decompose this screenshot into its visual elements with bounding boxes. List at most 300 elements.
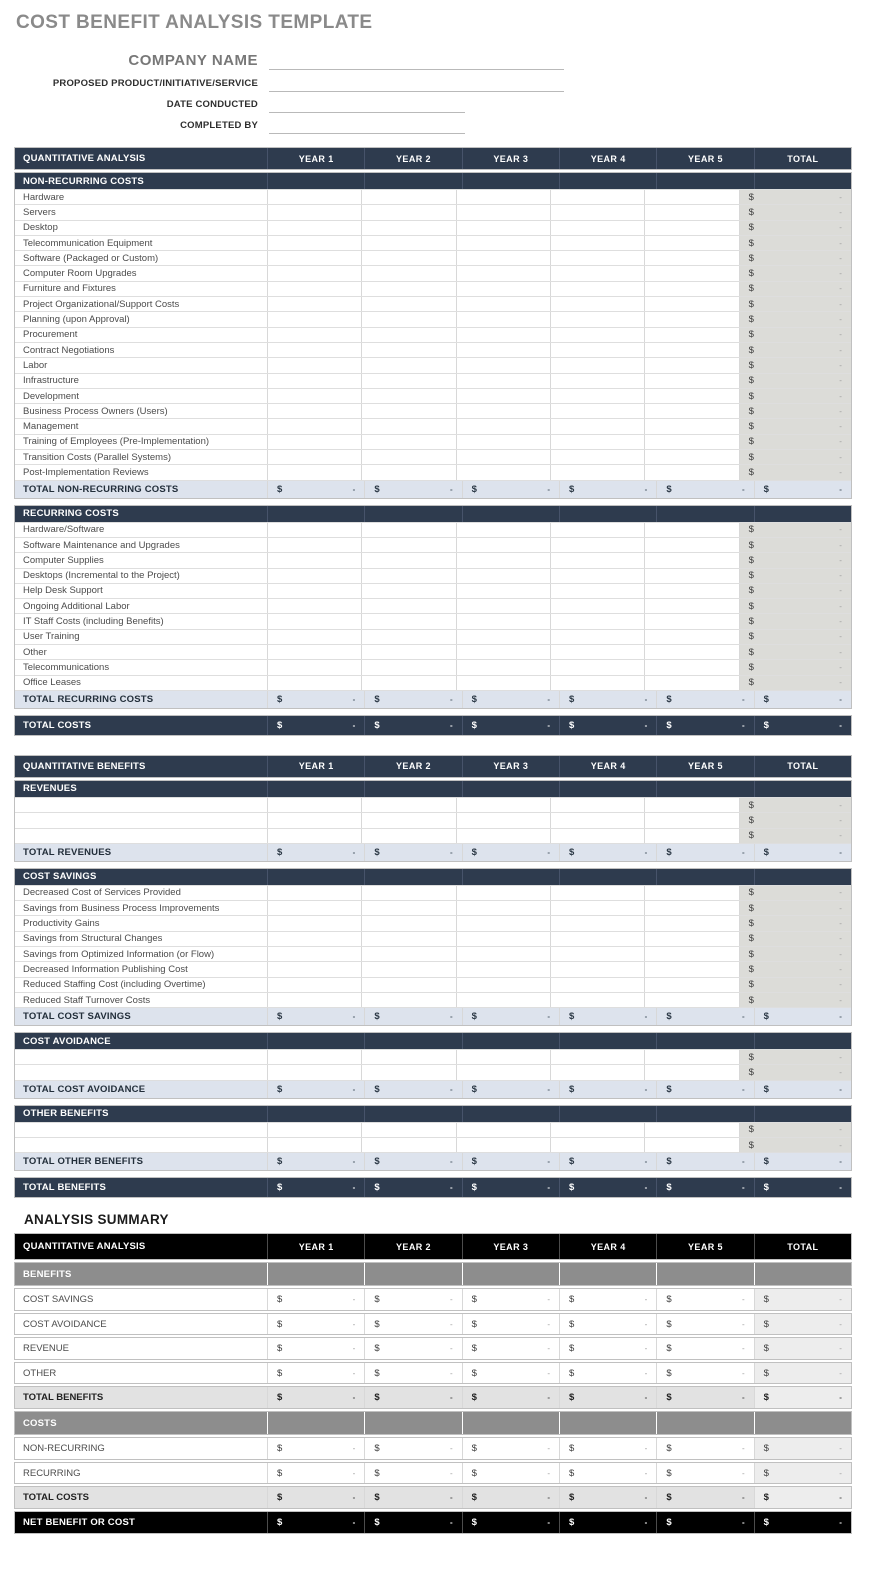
amount-cell[interactable] — [462, 1463, 559, 1484]
year-amount-cell[interactable] — [550, 978, 644, 992]
year-amount-cell[interactable] — [644, 251, 738, 265]
year-amount-cell[interactable] — [267, 538, 361, 552]
total-amount-cell[interactable] — [739, 358, 851, 372]
amount-cell[interactable] — [267, 1289, 364, 1310]
amount-cell[interactable] — [267, 1387, 364, 1408]
year-amount-cell[interactable] — [456, 389, 550, 403]
amount-cell[interactable] — [656, 481, 753, 498]
amount-cell[interactable] — [267, 691, 364, 708]
year-amount-cell[interactable] — [361, 389, 455, 403]
total-amount-cell[interactable] — [739, 450, 851, 464]
amount-cell[interactable] — [267, 716, 364, 735]
amount-cell[interactable] — [559, 1363, 656, 1384]
year-amount-cell[interactable] — [267, 584, 361, 598]
amount-cell[interactable] — [267, 1512, 364, 1533]
total-amount-cell[interactable] — [739, 251, 851, 265]
year-amount-cell[interactable] — [550, 660, 644, 674]
year-amount-cell[interactable] — [267, 886, 361, 900]
year-amount-cell[interactable] — [456, 813, 550, 827]
year-amount-cell[interactable] — [267, 266, 361, 280]
year-amount-cell[interactable] — [267, 660, 361, 674]
total-amount-cell[interactable] — [739, 312, 851, 326]
amount-cell[interactable] — [754, 1153, 851, 1170]
year-amount-cell[interactable] — [644, 538, 738, 552]
amount-cell[interactable] — [656, 1178, 753, 1197]
total-amount-cell[interactable] — [739, 1065, 851, 1079]
amount-cell[interactable] — [364, 844, 461, 861]
total-amount-cell[interactable] — [739, 190, 851, 204]
year-amount-cell[interactable] — [456, 358, 550, 372]
year-amount-cell[interactable] — [361, 374, 455, 388]
year-amount-cell[interactable] — [267, 1065, 361, 1079]
year-amount-cell[interactable] — [456, 297, 550, 311]
amount-cell[interactable] — [754, 1487, 851, 1508]
year-amount-cell[interactable] — [456, 419, 550, 433]
year-amount-cell[interactable] — [267, 1123, 361, 1137]
amount-cell[interactable] — [559, 716, 656, 735]
year-amount-cell[interactable] — [644, 343, 738, 357]
year-amount-cell[interactable] — [644, 1138, 738, 1152]
year-amount-cell[interactable] — [550, 236, 644, 250]
year-amount-cell[interactable] — [267, 962, 361, 976]
year-amount-cell[interactable] — [644, 676, 738, 690]
year-amount-cell[interactable] — [267, 932, 361, 946]
year-amount-cell[interactable] — [361, 660, 455, 674]
year-amount-cell[interactable] — [267, 676, 361, 690]
year-amount-cell[interactable] — [644, 962, 738, 976]
total-amount-cell[interactable] — [739, 419, 851, 433]
year-amount-cell[interactable] — [361, 343, 455, 357]
amount-cell[interactable] — [754, 1438, 851, 1459]
year-amount-cell[interactable] — [644, 916, 738, 930]
year-amount-cell[interactable] — [456, 660, 550, 674]
year-amount-cell[interactable] — [361, 435, 455, 449]
amount-cell[interactable] — [754, 481, 851, 498]
year-amount-cell[interactable] — [456, 1138, 550, 1152]
year-amount-cell[interactable] — [267, 205, 361, 219]
year-amount-cell[interactable] — [361, 584, 455, 598]
year-amount-cell[interactable] — [550, 205, 644, 219]
year-amount-cell[interactable] — [550, 645, 644, 659]
year-amount-cell[interactable] — [550, 993, 644, 1007]
year-amount-cell[interactable] — [267, 829, 361, 843]
year-amount-cell[interactable] — [550, 266, 644, 280]
year-amount-cell[interactable] — [550, 962, 644, 976]
amount-cell[interactable] — [364, 1512, 461, 1533]
amount-cell[interactable] — [754, 1081, 851, 1098]
amount-cell[interactable] — [656, 844, 753, 861]
year-amount-cell[interactable] — [550, 1050, 644, 1064]
year-amount-cell[interactable] — [456, 523, 550, 537]
year-amount-cell[interactable] — [456, 328, 550, 342]
year-amount-cell[interactable] — [456, 266, 550, 280]
year-amount-cell[interactable] — [550, 465, 644, 479]
year-amount-cell[interactable] — [644, 614, 738, 628]
year-amount-cell[interactable] — [267, 1138, 361, 1152]
amount-cell[interactable] — [559, 1178, 656, 1197]
total-amount-cell[interactable] — [739, 374, 851, 388]
year-amount-cell[interactable] — [267, 374, 361, 388]
amount-cell[interactable] — [364, 1338, 461, 1359]
year-amount-cell[interactable] — [550, 251, 644, 265]
year-amount-cell[interactable] — [361, 221, 455, 235]
amount-cell[interactable] — [462, 1438, 559, 1459]
amount-cell[interactable] — [364, 1363, 461, 1384]
amount-cell[interactable] — [754, 691, 851, 708]
item-label-empty[interactable] — [15, 798, 267, 812]
total-amount-cell[interactable] — [739, 297, 851, 311]
year-amount-cell[interactable] — [550, 829, 644, 843]
year-amount-cell[interactable] — [456, 993, 550, 1007]
year-amount-cell[interactable] — [267, 1050, 361, 1064]
year-amount-cell[interactable] — [456, 251, 550, 265]
year-amount-cell[interactable] — [361, 553, 455, 567]
amount-cell[interactable] — [462, 1512, 559, 1533]
amount-cell[interactable] — [754, 1314, 851, 1335]
year-amount-cell[interactable] — [267, 419, 361, 433]
year-amount-cell[interactable] — [456, 932, 550, 946]
year-amount-cell[interactable] — [550, 297, 644, 311]
year-amount-cell[interactable] — [456, 282, 550, 296]
year-amount-cell[interactable] — [644, 450, 738, 464]
total-amount-cell[interactable] — [739, 645, 851, 659]
total-amount-cell[interactable] — [739, 916, 851, 930]
year-amount-cell[interactable] — [644, 328, 738, 342]
proposed-product-input[interactable] — [269, 77, 564, 92]
year-amount-cell[interactable] — [550, 676, 644, 690]
year-amount-cell[interactable] — [361, 1065, 455, 1079]
year-amount-cell[interactable] — [456, 1123, 550, 1137]
year-amount-cell[interactable] — [361, 645, 455, 659]
amount-cell[interactable] — [656, 1463, 753, 1484]
amount-cell[interactable] — [559, 1008, 656, 1025]
amount-cell[interactable] — [462, 1487, 559, 1508]
year-amount-cell[interactable] — [456, 978, 550, 992]
amount-cell[interactable] — [267, 1008, 364, 1025]
amount-cell[interactable] — [656, 1338, 753, 1359]
year-amount-cell[interactable] — [267, 947, 361, 961]
year-amount-cell[interactable] — [644, 236, 738, 250]
year-amount-cell[interactable] — [550, 1123, 644, 1137]
amount-cell[interactable] — [559, 1512, 656, 1533]
amount-cell[interactable] — [462, 1387, 559, 1408]
amount-cell[interactable] — [364, 1487, 461, 1508]
year-amount-cell[interactable] — [456, 343, 550, 357]
amount-cell[interactable] — [462, 1008, 559, 1025]
year-amount-cell[interactable] — [456, 584, 550, 598]
year-amount-cell[interactable] — [267, 450, 361, 464]
year-amount-cell[interactable] — [456, 221, 550, 235]
amount-cell[interactable] — [559, 1487, 656, 1508]
amount-cell[interactable] — [462, 1153, 559, 1170]
amount-cell[interactable] — [559, 844, 656, 861]
year-amount-cell[interactable] — [361, 523, 455, 537]
amount-cell[interactable] — [364, 691, 461, 708]
amount-cell[interactable] — [364, 716, 461, 735]
amount-cell[interactable] — [364, 1314, 461, 1335]
year-amount-cell[interactable] — [361, 886, 455, 900]
year-amount-cell[interactable] — [644, 630, 738, 644]
total-amount-cell[interactable] — [739, 221, 851, 235]
year-amount-cell[interactable] — [644, 1123, 738, 1137]
date-conducted-input[interactable] — [269, 98, 465, 113]
amount-cell[interactable] — [656, 1363, 753, 1384]
year-amount-cell[interactable] — [267, 465, 361, 479]
year-amount-cell[interactable] — [267, 978, 361, 992]
year-amount-cell[interactable] — [644, 569, 738, 583]
total-amount-cell[interactable] — [739, 404, 851, 418]
amount-cell[interactable] — [754, 1338, 851, 1359]
year-amount-cell[interactable] — [550, 569, 644, 583]
amount-cell[interactable] — [267, 1178, 364, 1197]
completed-by-input[interactable] — [269, 119, 465, 134]
amount-cell[interactable] — [754, 1463, 851, 1484]
amount-cell[interactable] — [267, 1338, 364, 1359]
year-amount-cell[interactable] — [644, 358, 738, 372]
year-amount-cell[interactable] — [644, 266, 738, 280]
year-amount-cell[interactable] — [456, 1050, 550, 1064]
year-amount-cell[interactable] — [361, 932, 455, 946]
amount-cell[interactable] — [754, 1363, 851, 1384]
item-label-empty[interactable] — [15, 1050, 267, 1064]
amount-cell[interactable] — [559, 1289, 656, 1310]
amount-cell[interactable] — [462, 1314, 559, 1335]
year-amount-cell[interactable] — [361, 251, 455, 265]
year-amount-cell[interactable] — [267, 901, 361, 915]
total-amount-cell[interactable] — [739, 901, 851, 915]
amount-cell[interactable] — [559, 1081, 656, 1098]
amount-cell[interactable] — [559, 1438, 656, 1459]
year-amount-cell[interactable] — [361, 1138, 455, 1152]
amount-cell[interactable] — [754, 844, 851, 861]
year-amount-cell[interactable] — [644, 553, 738, 567]
year-amount-cell[interactable] — [267, 236, 361, 250]
amount-cell[interactable] — [559, 1314, 656, 1335]
year-amount-cell[interactable] — [644, 645, 738, 659]
year-amount-cell[interactable] — [267, 389, 361, 403]
year-amount-cell[interactable] — [644, 435, 738, 449]
item-label-empty[interactable] — [15, 1138, 267, 1152]
year-amount-cell[interactable] — [267, 569, 361, 583]
year-amount-cell[interactable] — [550, 553, 644, 567]
year-amount-cell[interactable] — [267, 523, 361, 537]
year-amount-cell[interactable] — [456, 798, 550, 812]
total-amount-cell[interactable] — [739, 813, 851, 827]
year-amount-cell[interactable] — [644, 886, 738, 900]
year-amount-cell[interactable] — [361, 798, 455, 812]
amount-cell[interactable] — [267, 1081, 364, 1098]
amount-cell[interactable] — [559, 1463, 656, 1484]
total-amount-cell[interactable] — [739, 1050, 851, 1064]
year-amount-cell[interactable] — [456, 435, 550, 449]
total-amount-cell[interactable] — [739, 932, 851, 946]
total-amount-cell[interactable] — [739, 993, 851, 1007]
amount-cell[interactable] — [656, 1008, 753, 1025]
year-amount-cell[interactable] — [361, 993, 455, 1007]
year-amount-cell[interactable] — [644, 599, 738, 613]
year-amount-cell[interactable] — [644, 1065, 738, 1079]
amount-cell[interactable] — [267, 481, 364, 498]
year-amount-cell[interactable] — [644, 523, 738, 537]
year-amount-cell[interactable] — [456, 614, 550, 628]
amount-cell[interactable] — [462, 716, 559, 735]
year-amount-cell[interactable] — [550, 450, 644, 464]
year-amount-cell[interactable] — [644, 404, 738, 418]
year-amount-cell[interactable] — [267, 328, 361, 342]
total-amount-cell[interactable] — [739, 886, 851, 900]
amount-cell[interactable] — [462, 1178, 559, 1197]
amount-cell[interactable] — [364, 1289, 461, 1310]
total-amount-cell[interactable] — [739, 630, 851, 644]
total-amount-cell[interactable] — [739, 978, 851, 992]
amount-cell[interactable] — [364, 1178, 461, 1197]
total-amount-cell[interactable] — [739, 569, 851, 583]
amount-cell[interactable] — [364, 1081, 461, 1098]
year-amount-cell[interactable] — [456, 599, 550, 613]
amount-cell[interactable] — [559, 691, 656, 708]
year-amount-cell[interactable] — [361, 978, 455, 992]
year-amount-cell[interactable] — [267, 599, 361, 613]
year-amount-cell[interactable] — [644, 190, 738, 204]
year-amount-cell[interactable] — [267, 312, 361, 326]
total-amount-cell[interactable] — [739, 435, 851, 449]
year-amount-cell[interactable] — [361, 450, 455, 464]
year-amount-cell[interactable] — [456, 916, 550, 930]
amount-cell[interactable] — [656, 1289, 753, 1310]
amount-cell[interactable] — [364, 1153, 461, 1170]
total-amount-cell[interactable] — [739, 465, 851, 479]
year-amount-cell[interactable] — [456, 236, 550, 250]
year-amount-cell[interactable] — [644, 312, 738, 326]
year-amount-cell[interactable] — [550, 435, 644, 449]
year-amount-cell[interactable] — [456, 569, 550, 583]
year-amount-cell[interactable] — [456, 312, 550, 326]
year-amount-cell[interactable] — [267, 553, 361, 567]
year-amount-cell[interactable] — [361, 962, 455, 976]
company-name-input[interactable] — [269, 55, 564, 70]
year-amount-cell[interactable] — [361, 328, 455, 342]
amount-cell[interactable] — [267, 1314, 364, 1335]
amount-cell[interactable] — [656, 716, 753, 735]
year-amount-cell[interactable] — [550, 312, 644, 326]
year-amount-cell[interactable] — [361, 813, 455, 827]
year-amount-cell[interactable] — [267, 993, 361, 1007]
year-amount-cell[interactable] — [456, 630, 550, 644]
year-amount-cell[interactable] — [644, 978, 738, 992]
year-amount-cell[interactable] — [456, 205, 550, 219]
year-amount-cell[interactable] — [550, 630, 644, 644]
year-amount-cell[interactable] — [456, 886, 550, 900]
year-amount-cell[interactable] — [361, 266, 455, 280]
year-amount-cell[interactable] — [550, 584, 644, 598]
amount-cell[interactable] — [754, 1289, 851, 1310]
amount-cell[interactable] — [462, 691, 559, 708]
amount-cell[interactable] — [267, 1153, 364, 1170]
total-amount-cell[interactable] — [739, 343, 851, 357]
year-amount-cell[interactable] — [550, 599, 644, 613]
year-amount-cell[interactable] — [644, 297, 738, 311]
year-amount-cell[interactable] — [644, 465, 738, 479]
item-label-empty[interactable] — [15, 1065, 267, 1079]
amount-cell[interactable] — [754, 716, 851, 735]
amount-cell[interactable] — [267, 844, 364, 861]
total-amount-cell[interactable] — [739, 599, 851, 613]
year-amount-cell[interactable] — [361, 358, 455, 372]
year-amount-cell[interactable] — [456, 374, 550, 388]
amount-cell[interactable] — [364, 1438, 461, 1459]
year-amount-cell[interactable] — [456, 190, 550, 204]
amount-cell[interactable] — [656, 1153, 753, 1170]
year-amount-cell[interactable] — [550, 328, 644, 342]
year-amount-cell[interactable] — [361, 599, 455, 613]
year-amount-cell[interactable] — [361, 569, 455, 583]
year-amount-cell[interactable] — [456, 1065, 550, 1079]
year-amount-cell[interactable] — [456, 901, 550, 915]
year-amount-cell[interactable] — [361, 1123, 455, 1137]
year-amount-cell[interactable] — [267, 190, 361, 204]
year-amount-cell[interactable] — [644, 660, 738, 674]
year-amount-cell[interactable] — [550, 1138, 644, 1152]
amount-cell[interactable] — [754, 1008, 851, 1025]
total-amount-cell[interactable] — [739, 236, 851, 250]
amount-cell[interactable] — [462, 1363, 559, 1384]
year-amount-cell[interactable] — [644, 993, 738, 1007]
year-amount-cell[interactable] — [550, 538, 644, 552]
year-amount-cell[interactable] — [550, 886, 644, 900]
year-amount-cell[interactable] — [456, 676, 550, 690]
amount-cell[interactable] — [267, 1363, 364, 1384]
total-amount-cell[interactable] — [739, 389, 851, 403]
year-amount-cell[interactable] — [550, 374, 644, 388]
year-amount-cell[interactable] — [550, 813, 644, 827]
year-amount-cell[interactable] — [456, 829, 550, 843]
amount-cell[interactable] — [559, 481, 656, 498]
year-amount-cell[interactable] — [550, 282, 644, 296]
total-amount-cell[interactable] — [739, 660, 851, 674]
year-amount-cell[interactable] — [644, 813, 738, 827]
year-amount-cell[interactable] — [267, 358, 361, 372]
total-amount-cell[interactable] — [739, 962, 851, 976]
year-amount-cell[interactable] — [361, 205, 455, 219]
amount-cell[interactable] — [364, 1463, 461, 1484]
amount-cell[interactable] — [462, 481, 559, 498]
year-amount-cell[interactable] — [361, 190, 455, 204]
amount-cell[interactable] — [754, 1178, 851, 1197]
amount-cell[interactable] — [656, 1314, 753, 1335]
item-label-empty[interactable] — [15, 1123, 267, 1137]
amount-cell[interactable] — [754, 1512, 851, 1533]
year-amount-cell[interactable] — [644, 419, 738, 433]
year-amount-cell[interactable] — [644, 798, 738, 812]
amount-cell[interactable] — [462, 844, 559, 861]
year-amount-cell[interactable] — [267, 614, 361, 628]
year-amount-cell[interactable] — [361, 404, 455, 418]
total-amount-cell[interactable] — [739, 205, 851, 219]
year-amount-cell[interactable] — [456, 404, 550, 418]
year-amount-cell[interactable] — [550, 932, 644, 946]
year-amount-cell[interactable] — [550, 901, 644, 915]
total-amount-cell[interactable] — [739, 798, 851, 812]
year-amount-cell[interactable] — [267, 221, 361, 235]
year-amount-cell[interactable] — [644, 932, 738, 946]
total-amount-cell[interactable] — [739, 523, 851, 537]
year-amount-cell[interactable] — [361, 419, 455, 433]
year-amount-cell[interactable] — [456, 465, 550, 479]
amount-cell[interactable] — [656, 1387, 753, 1408]
year-amount-cell[interactable] — [456, 962, 550, 976]
total-amount-cell[interactable] — [739, 829, 851, 843]
year-amount-cell[interactable] — [644, 1050, 738, 1064]
